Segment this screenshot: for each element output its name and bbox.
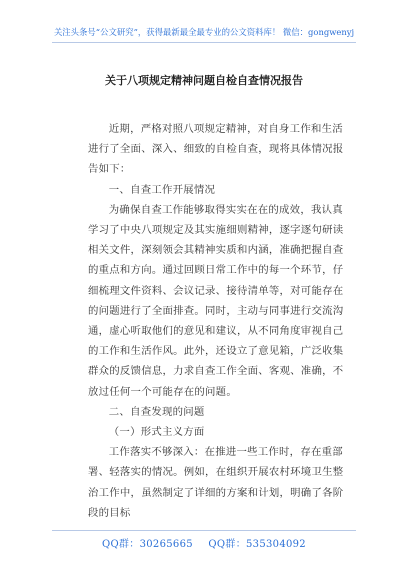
document-title: 关于八项规定精神问题自检自查情况报告 — [105, 74, 303, 87]
section-heading-1: 一、自查工作开展情况 — [108, 183, 216, 196]
intro-paragraph: 近期，严格对照八项规定精神，对自身工作和生活进行了全面、深入、细致的自检自查，现将具体情况报告如下： — [88, 123, 344, 176]
header-banner: 关注头条号“公文研究”，获得最新最全最专业的公文资料库！ 微信：gongwenyj — [53, 27, 355, 37]
section-heading-2: 二、自查发现的问题 — [108, 405, 205, 418]
footer-qq-group-1: QQ群：30265665 — [102, 539, 193, 550]
subsection-1-paragraph: 工作落实不够深入：在推进一些工作时，存在重部署、轻落实的情况。例如，在组织开展农村环境卫生整治工作中，虽然制定了详细的方案和计划，明确了各阶段的目标 — [88, 446, 344, 519]
footer-divider — [52, 530, 356, 531]
footer — [0, 535, 408, 550]
subsection-heading-1: （一）形式主义方面 — [108, 426, 205, 439]
document-body — [88, 119, 344, 523]
section-1-paragraph: 为确保自查工作能够取得实实在在的成效，我认真学习了中央八项规定及其实施细则精神，逐字逐句研读相关文件，深刻领会其精神实质和内涵，准确把握自查的重点和方向。通过回顾日常工作中的每一个环节，仔细梳理文件资料、会议记录、接待清单等，对可能存在的问题进行了全面排查。同时，主动与同事进行交流沟通，虚心听取他们的意见和建议，从不同角度审视自己的工作和生活作风。此外，还设立了意见箱，广泛收集群众的反馈信息，力求自查工作全面、客观、准确，不放过任何一个可能存在的问题。 — [88, 203, 344, 398]
footer-qq-group-2: QQ群：535304092 — [208, 539, 306, 550]
header-divider — [52, 42, 356, 43]
